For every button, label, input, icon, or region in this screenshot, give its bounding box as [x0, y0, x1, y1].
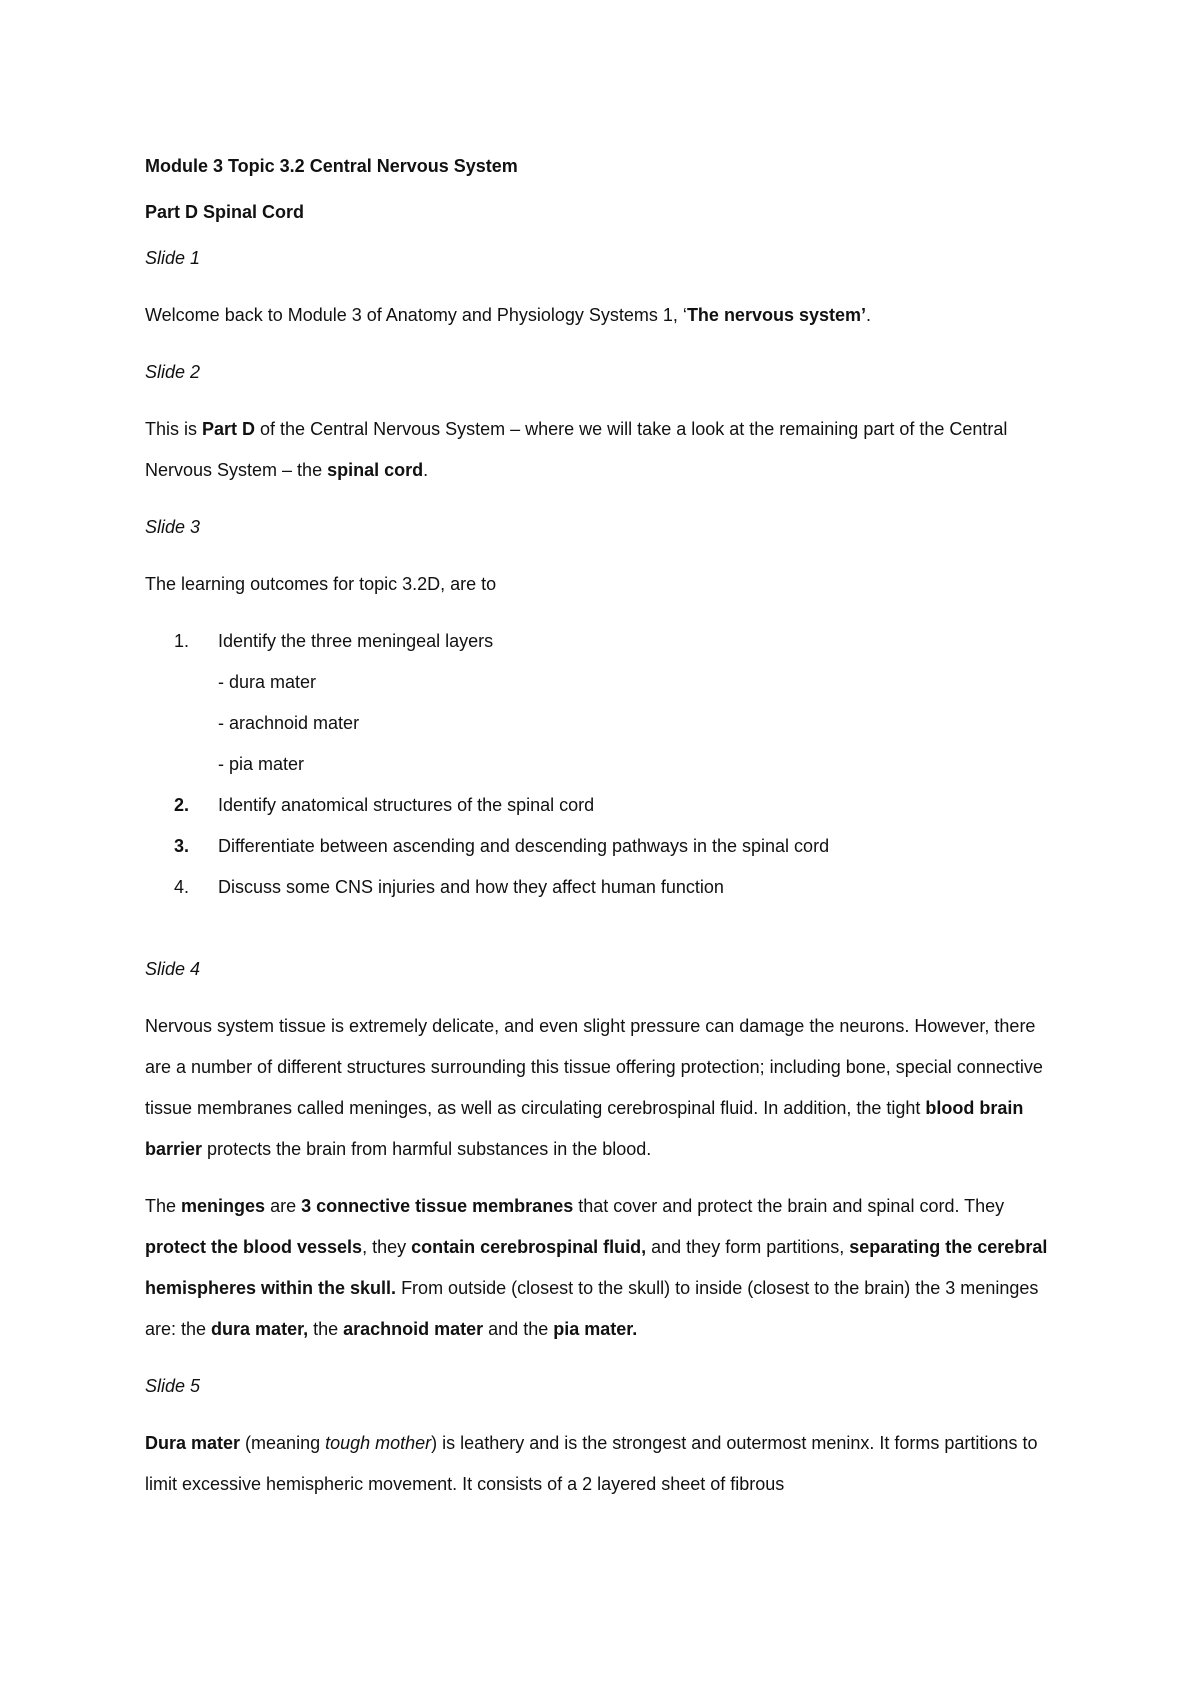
slide-4-paragraph-2: The meninges are 3 connective tissue membranes that cover and protect the brain and spinal cord. They protect the blood vessels, they contain cerebrospinal fluid, and they form partitions, separating the cerebral hemispheres within the skull. From outside (closest to the skull) to inside (closest to the brain) the 3 meninges are: the dura mater, the arachnoid mater and the pia mater.	[145, 1196, 1048, 1339]
slide-1-text: Welcome back to Module 3 of Anatomy and Physiology Systems 1, ‘The nervous system’.	[145, 305, 872, 325]
list-item: 4. Discuss some CNS injuries and how they affect human function	[174, 877, 724, 897]
slide-4-paragraph-1: Nervous system tissue is extremely delicate, and even slight pressure can damage the neurons. However, there are a number of different structures surrounding this tissue offering protection; including bone, special connective tissue membranes called meninges, as well as circulating cerebrospinal fluid. In addition, the tight blood brain barrier protects the brain from harmful substances in the blood.	[145, 1016, 1043, 1159]
spacer	[145, 924, 1065, 949]
slide-1-label: Slide 1	[145, 248, 201, 268]
slide-2-text: This is Part D of the Central Nervous System – where we will take a look at the remaining part of the Central Nervous System – the spinal cord.	[145, 419, 1008, 480]
list-item: - pia mater	[218, 754, 305, 774]
slide-3-label: Slide 3	[145, 517, 201, 537]
learning-outcomes-list	[145, 621, 1065, 908]
list-item: 3. Differentiate between ascending and descending pathways in the spinal cord	[174, 836, 830, 856]
list-item: - dura mater	[218, 672, 317, 692]
list-item: 1. Identify the three meningeal layers	[174, 631, 494, 651]
document-title: Module 3 Topic 3.2 Central Nervous System	[145, 156, 518, 176]
slide-2-label: Slide 2	[145, 362, 201, 382]
list-item: 2. Identify anatomical structures of the spinal cord	[174, 795, 595, 815]
document-subtitle: Part D Spinal Cord	[145, 202, 305, 222]
slide-4-label: Slide 4	[145, 959, 201, 979]
slide-5-label: Slide 5	[145, 1376, 201, 1396]
list-item: - arachnoid mater	[218, 713, 360, 733]
slide-5-paragraph: Dura mater (meaning tough mother) is leathery and is the strongest and outermost meninx. It forms partitions to limit excessive hemispheric movement. It consists of a 2 layered sheet of fibrous	[145, 1433, 1038, 1494]
slide-3-intro: The learning outcomes for topic 3.2D, are to	[145, 574, 497, 594]
document-page	[145, 146, 1065, 1521]
